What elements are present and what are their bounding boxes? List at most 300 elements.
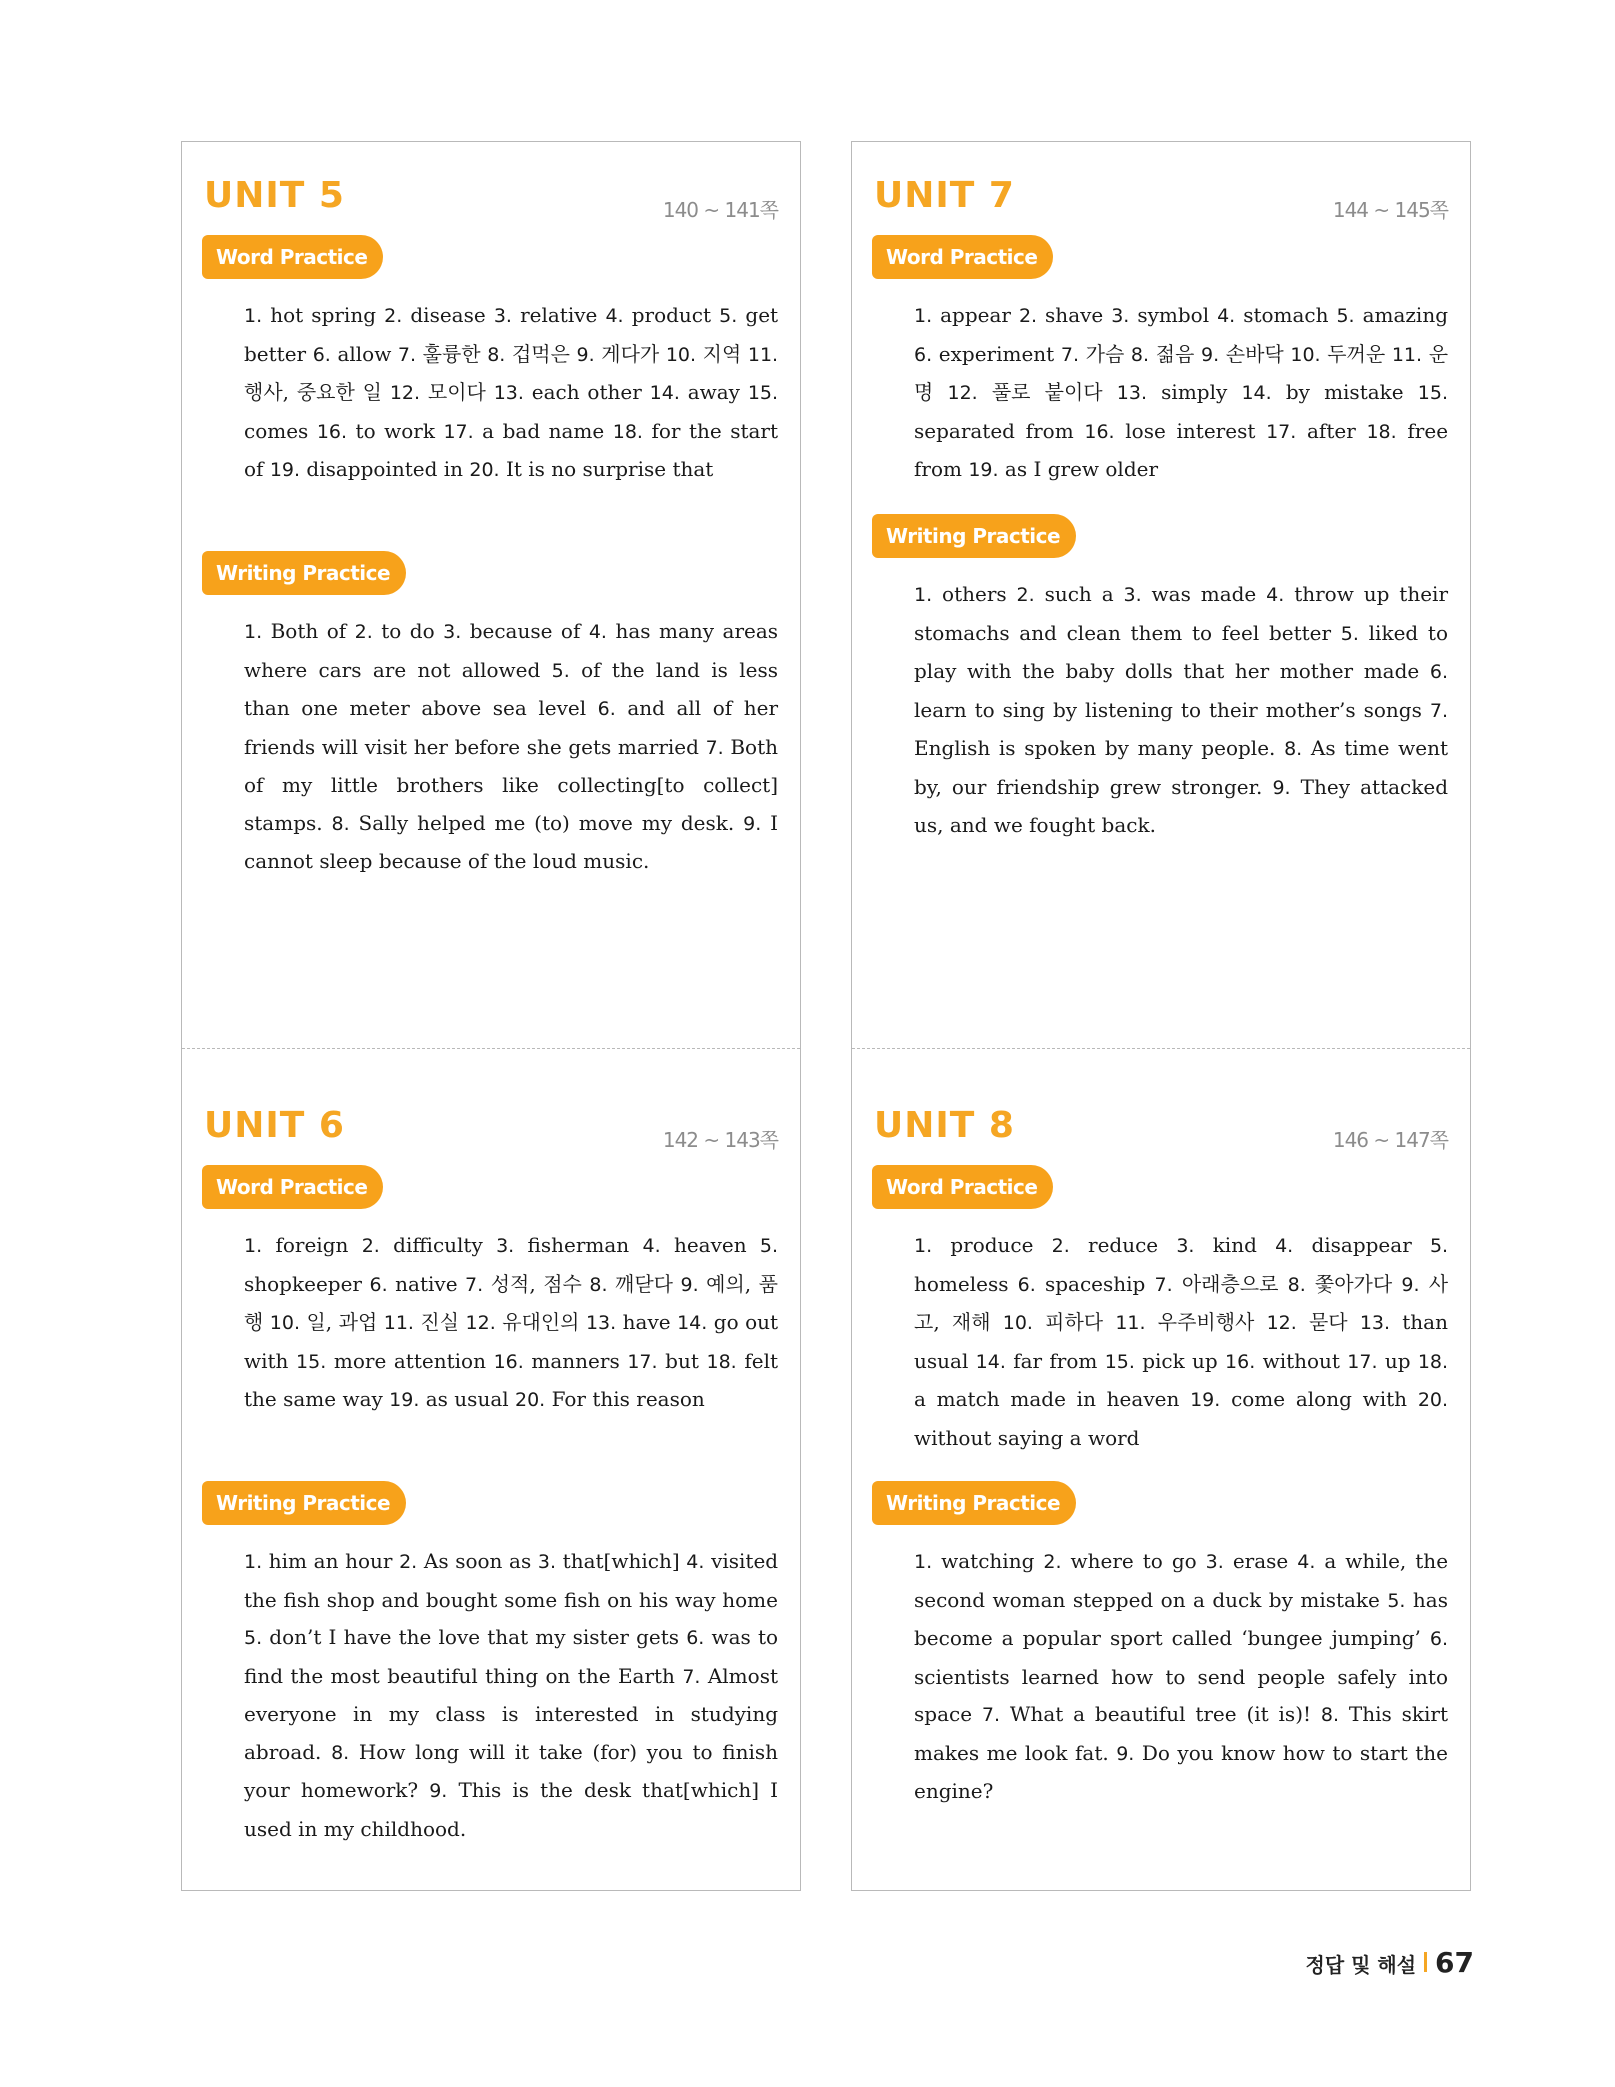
- answer-number: 8.: [1284, 738, 1303, 760]
- answer-number: 15.: [1104, 1350, 1135, 1373]
- answer-number: 6.: [686, 1627, 705, 1649]
- answer-number: 1.: [244, 305, 263, 327]
- answer-text: 사고, 재해: [914, 1271, 1449, 1334]
- answer-number: 7.: [1154, 1273, 1173, 1296]
- answer-item: [496, 1233, 629, 1257]
- answer-text: spaceship: [1044, 1271, 1146, 1296]
- answer-text: a while, the second woman stepped on a duck by mistake: [914, 1549, 1449, 1612]
- answer-item: [627, 1349, 699, 1373]
- answer-number: 12.: [389, 382, 421, 404]
- answer-text: Sally helped me (to) move my desk.: [358, 810, 735, 835]
- page-range: 140 ~ 141쪽: [662, 198, 778, 222]
- answer-text: liked to play with the baby dolls that her mother made: [914, 620, 1448, 683]
- answer-item: [487, 342, 570, 366]
- answer-number: 13.: [585, 1312, 617, 1334]
- answer-text: free from: [914, 418, 1449, 481]
- answer-number: 2.: [361, 1235, 380, 1257]
- answer-text: 쫓아가다: [1314, 1271, 1393, 1296]
- answer-item: [494, 303, 598, 327]
- answer-number: 8.: [331, 812, 350, 835]
- answer-number: 17.: [1347, 1350, 1378, 1373]
- writing-practice-answers: [914, 1543, 1448, 1811]
- answer-text: get better: [244, 303, 779, 366]
- answer-item: [1084, 419, 1255, 443]
- answer-text: produce: [950, 1233, 1034, 1257]
- answer-text: a match made in heaven: [914, 1387, 1180, 1411]
- answer-item: [466, 1310, 580, 1334]
- answer-number: 3.: [1176, 1235, 1195, 1257]
- answer-item: [914, 1549, 1034, 1573]
- answer-item: [605, 303, 711, 327]
- answer-text: 예의, 품행: [244, 1271, 779, 1334]
- answer-text: visited the fish shop and bought some fish on his way home: [244, 1549, 779, 1612]
- answer-text: to work: [355, 418, 435, 443]
- answer-number: 1.: [244, 1551, 263, 1573]
- answer-item: [270, 1310, 377, 1334]
- answer-number: 7.: [981, 1704, 1001, 1726]
- writing-practice-tag: Writing Practice: [202, 1481, 406, 1525]
- answer-text: 지역: [702, 341, 742, 366]
- answer-number: 5.: [244, 1627, 263, 1649]
- answer-text: 운명: [914, 341, 1449, 404]
- left-answer-column: [181, 141, 801, 1891]
- answer-text: allow: [337, 341, 392, 366]
- answer-text: without saying a word: [914, 1425, 1140, 1450]
- answer-text: 게다가: [601, 341, 660, 366]
- answer-text: lose interest: [1125, 418, 1256, 443]
- answer-text: a bad name: [482, 418, 605, 443]
- word-practice-answers: [914, 297, 1448, 490]
- answer-number: 8.: [1320, 1704, 1340, 1726]
- answer-text: 우주비행사: [1157, 1310, 1255, 1334]
- word-practice-answers: [244, 297, 778, 490]
- answer-item: [244, 619, 346, 643]
- answer-text: felt the same way: [244, 1348, 778, 1411]
- answer-item: [914, 342, 1054, 366]
- answer-item: [1347, 1349, 1410, 1373]
- answer-text: native: [395, 1271, 458, 1296]
- answer-number: 14.: [1241, 382, 1272, 404]
- answer-text: erase: [1232, 1549, 1289, 1573]
- answer-number: 5.: [1340, 622, 1359, 645]
- answer-number: 3.: [1205, 1551, 1224, 1573]
- answer-text: How long will it take (for) you to finish your homework?: [244, 1739, 778, 1802]
- answer-number: 1.: [244, 621, 263, 643]
- answer-item: [968, 457, 1158, 481]
- answer-text: 아래층으로: [1181, 1271, 1279, 1296]
- answer-text: hot spring: [270, 303, 377, 327]
- answer-text: to do: [381, 619, 435, 643]
- answer-number: 1.: [244, 1235, 263, 1257]
- answer-number: 18.: [1366, 420, 1397, 443]
- answer-text: 진실: [420, 1310, 460, 1334]
- answer-text: relative: [520, 303, 598, 327]
- answer-text: Almost everyone in my class is interested in studying abroad.: [244, 1663, 778, 1764]
- answer-text: This skirt makes me look fat.: [914, 1702, 1449, 1765]
- answer-item: [384, 1310, 459, 1334]
- answer-text: him an hour: [268, 1549, 393, 1573]
- answer-text: Both of my little brothers like collecting[to collect] stamps.: [244, 734, 778, 835]
- answer-number: 7.: [705, 736, 724, 759]
- answer-text: after: [1307, 418, 1356, 443]
- section-divider: [852, 1048, 1470, 1049]
- unit-title: UNIT 8: [874, 1105, 1015, 1146]
- page-range: 142 ~ 143쪽: [662, 1128, 778, 1152]
- answer-number: 4.: [588, 621, 607, 643]
- answer-text: throw up their stomachs and clean them to feel better: [914, 582, 1449, 645]
- answer-text: as I grew older: [1004, 457, 1159, 481]
- answer-text: 묻다: [1308, 1310, 1348, 1334]
- answer-text: come along with: [1231, 1387, 1408, 1411]
- unit-title: UNIT 6: [204, 1105, 345, 1146]
- answer-number: 20.: [469, 459, 500, 481]
- answer-text: 가슴: [1085, 341, 1125, 366]
- answer-text: difficulty: [393, 1233, 483, 1257]
- answer-item: [1155, 1272, 1279, 1296]
- answer-number: 20.: [515, 1389, 546, 1411]
- answer-text: stomach: [1243, 303, 1329, 327]
- answer-number: 5.: [1336, 305, 1355, 327]
- answer-text: far from: [1013, 1348, 1098, 1373]
- answer-number: 11.: [383, 1312, 414, 1334]
- answer-text: shave: [1045, 303, 1104, 327]
- answer-text: up: [1384, 1348, 1411, 1373]
- answer-text: 두꺼운: [1327, 341, 1386, 366]
- answer-item: [589, 1272, 673, 1296]
- answer-item: [1290, 342, 1385, 366]
- answer-number: 8.: [487, 343, 506, 366]
- answer-number: 3.: [1111, 305, 1130, 327]
- answer-item: [469, 457, 713, 481]
- answer-number: 7.: [397, 343, 417, 366]
- answer-item: [650, 380, 740, 404]
- answer-text: go out with: [244, 1310, 779, 1373]
- answer-item: [244, 1233, 348, 1257]
- answer-text: was to find the most beautiful thing on the Earth: [244, 1625, 779, 1688]
- word-practice-answers: [244, 1227, 778, 1420]
- answer-number: 18.: [1417, 1350, 1449, 1373]
- page-footer: [1306, 1946, 1475, 1979]
- answer-item: [244, 303, 376, 327]
- answer-text: than usual: [914, 1310, 1448, 1373]
- answer-text: comes: [244, 418, 309, 443]
- answer-number: 12.: [947, 382, 978, 404]
- answer-number: 2.: [399, 1551, 418, 1573]
- answer-number: 5.: [719, 305, 738, 327]
- answer-number: 9.: [1116, 1742, 1135, 1765]
- answer-item: [914, 1233, 1033, 1257]
- answer-number: 4.: [1275, 1235, 1294, 1257]
- answer-text: but: [665, 1348, 699, 1373]
- answer-text: pick up: [1142, 1348, 1218, 1373]
- answer-item: [914, 303, 1011, 327]
- answer-number: 2.: [1018, 305, 1038, 327]
- answer-text: This is the desk that[which] I used in my childhood.: [244, 1778, 778, 1841]
- answer-text: for the start of: [244, 418, 779, 481]
- word-practice-tag: Word Practice: [872, 235, 1053, 279]
- answer-number: 6.: [914, 343, 933, 366]
- answer-item: [355, 619, 435, 643]
- answer-item: [1206, 1549, 1289, 1573]
- answer-text: of the land is less than one meter above sea level: [244, 657, 778, 720]
- answer-number: 9.: [429, 1780, 448, 1802]
- answer-number: 9.: [576, 343, 595, 366]
- answer-number: 2.: [1043, 1551, 1062, 1573]
- right-answer-column: [851, 141, 1471, 1891]
- answer-number: 4.: [1217, 305, 1236, 327]
- page-range: 144 ~ 145쪽: [1332, 198, 1448, 222]
- answer-text: 행사, 중요한 일: [244, 380, 382, 404]
- answer-number: 10.: [665, 343, 697, 366]
- answer-number: 16.: [1225, 1350, 1256, 1373]
- answer-item: [399, 1549, 531, 1573]
- answer-number: 6.: [312, 343, 331, 366]
- answer-text: I cannot sleep because of the loud music.: [244, 810, 779, 873]
- answer-number: 19.: [269, 459, 301, 481]
- answer-item: [1061, 342, 1124, 366]
- answer-item: [1003, 1310, 1103, 1334]
- answer-text: homeless: [914, 1271, 1009, 1296]
- answer-text: kind: [1212, 1233, 1257, 1257]
- answer-number: 3.: [443, 621, 462, 643]
- answer-number: 18.: [612, 420, 643, 443]
- answer-number: 20.: [1417, 1389, 1449, 1411]
- answer-number: 8.: [331, 1741, 350, 1764]
- page-range: 146 ~ 147쪽: [1332, 1128, 1448, 1152]
- answer-text: appear: [940, 303, 1011, 327]
- answer-text: others: [942, 582, 1007, 606]
- answer-number: 4.: [605, 305, 624, 327]
- answer-text: have: [622, 1310, 671, 1334]
- answer-text: fisherman: [527, 1233, 630, 1257]
- answer-item: [1124, 582, 1257, 606]
- answer-item: [515, 1387, 705, 1411]
- answer-item: [947, 380, 1102, 404]
- answer-text: don’t I have the love that my sister gets: [269, 1625, 680, 1649]
- answer-text: experiment: [938, 341, 1055, 366]
- answer-number: 5.: [1429, 1235, 1449, 1257]
- answer-item: [1225, 1349, 1340, 1373]
- answer-number: 5.: [1387, 1589, 1406, 1612]
- word-practice-answers: [914, 1227, 1448, 1457]
- answer-number: 8.: [1130, 343, 1150, 366]
- answer-text: For this reason: [551, 1387, 705, 1411]
- answer-text: disappointed in: [306, 457, 464, 481]
- answer-text: 피하다: [1045, 1310, 1104, 1334]
- answer-number: 7.: [1429, 699, 1448, 722]
- answer-text: has become a popular sport called ‘bungee jumping’: [914, 1587, 1448, 1650]
- answer-number: 1.: [914, 305, 933, 327]
- answer-item: [332, 811, 735, 835]
- answer-text: 깨닫다: [615, 1271, 673, 1296]
- answer-item: [976, 1349, 1098, 1373]
- answer-number: 11.: [1391, 343, 1423, 366]
- answer-number: 7.: [465, 1273, 484, 1296]
- answer-text: simply: [1161, 380, 1228, 404]
- answer-item: [296, 1349, 486, 1373]
- answer-number: 8.: [1287, 1273, 1306, 1296]
- answer-number: 13.: [1359, 1312, 1391, 1334]
- answer-text: 겁먹은: [511, 341, 570, 366]
- answer-number: 15.: [1417, 382, 1448, 404]
- answer-item: [389, 1387, 508, 1411]
- answer-text: English is spoken by many people.: [914, 736, 1276, 760]
- answer-item: [370, 1272, 458, 1296]
- footer-separator: [1424, 1952, 1427, 1972]
- answer-item: [1217, 303, 1328, 327]
- answer-text: 일, 과업: [306, 1310, 378, 1334]
- writing-practice-answers: [914, 576, 1448, 845]
- answer-item: [390, 380, 486, 404]
- footer-label: 정답 및 해설: [1305, 1953, 1417, 1977]
- answer-item: [362, 1233, 483, 1257]
- answer-number: 6.: [597, 698, 616, 720]
- writing-practice-tag: Writing Practice: [202, 551, 406, 595]
- answer-number: 18.: [706, 1350, 737, 1373]
- answer-item: [1176, 1233, 1257, 1257]
- answer-text: What a beautiful tree (it is)!: [1009, 1702, 1312, 1726]
- answer-text: They attacked us, and we fought back.: [914, 774, 1448, 837]
- answer-number: 3.: [1123, 584, 1142, 606]
- answer-number: 5.: [551, 659, 570, 682]
- answer-item: [244, 1549, 392, 1573]
- answer-number: 16.: [493, 1350, 524, 1373]
- answer-number: 3.: [493, 305, 512, 327]
- answer-text: was made: [1151, 582, 1257, 606]
- answer-item: [538, 1549, 680, 1573]
- answer-number: 17.: [1266, 420, 1297, 443]
- answer-item: [1266, 419, 1356, 443]
- answer-item: [244, 1625, 679, 1649]
- answer-number: 2.: [1016, 584, 1035, 606]
- answer-item: [1288, 1272, 1393, 1296]
- answer-number: 16.: [316, 420, 348, 443]
- answer-number: 4.: [1297, 1551, 1316, 1573]
- answer-number: 16.: [1084, 420, 1115, 443]
- answer-text: by mistake: [1285, 380, 1404, 404]
- answer-number: 2.: [384, 305, 403, 327]
- answer-text: without: [1262, 1348, 1340, 1373]
- answer-number: 9.: [1272, 776, 1291, 799]
- answer-item: [1017, 582, 1114, 606]
- answer-text: manners: [531, 1348, 620, 1373]
- answer-item: [1018, 1272, 1146, 1296]
- answer-text: shopkeeper: [244, 1271, 362, 1296]
- writing-practice-tag: Writing Practice: [872, 1481, 1076, 1525]
- answer-number: 12.: [465, 1312, 496, 1334]
- answer-number: 8.: [589, 1273, 608, 1296]
- answer-number: 2.: [1051, 1235, 1070, 1257]
- answer-item: [1105, 1349, 1218, 1373]
- writing-practice-answers: [244, 613, 778, 881]
- answer-number: 10.: [269, 1312, 301, 1334]
- answer-number: 17.: [627, 1350, 658, 1373]
- answer-number: 14.: [975, 1350, 1006, 1373]
- answer-item: [982, 1702, 1311, 1726]
- answer-number: 14.: [649, 382, 680, 404]
- answer-number: 9.: [1401, 1273, 1420, 1296]
- word-practice-tag: Word Practice: [202, 235, 383, 279]
- answer-number: 19.: [968, 459, 999, 481]
- answer-number: 10.: [1290, 343, 1321, 366]
- answer-text: Do you know how to start the engine?: [914, 1740, 1448, 1803]
- answer-number: 3.: [496, 1235, 515, 1257]
- answer-item: [1117, 380, 1228, 404]
- answer-text: 손바닥: [1225, 341, 1284, 366]
- answer-text: 훌륭한: [422, 341, 481, 366]
- answer-text: 모이다: [427, 380, 486, 404]
- answer-number: 15.: [296, 1350, 327, 1373]
- answer-item: [443, 619, 580, 643]
- answer-number: 4.: [686, 1551, 705, 1573]
- answer-item: [1043, 1549, 1196, 1573]
- answer-item: [1052, 1233, 1158, 1257]
- answer-item: [914, 582, 1007, 606]
- answer-text: product: [631, 303, 712, 327]
- answer-text: and all of her friends will visit her before she gets married: [244, 696, 779, 759]
- answer-number: 9.: [680, 1273, 699, 1296]
- answer-number: 6.: [369, 1273, 388, 1296]
- answer-text: foreign: [275, 1233, 349, 1257]
- answer-number: 2.: [354, 621, 373, 643]
- answer-text: disappear: [1311, 1233, 1412, 1257]
- answer-number: 12.: [1266, 1312, 1297, 1334]
- writing-practice-tag: Writing Practice: [872, 514, 1076, 558]
- unit-title: UNIT 7: [874, 175, 1015, 216]
- answer-item: [1019, 303, 1103, 327]
- answer-text: amazing: [1362, 303, 1449, 327]
- word-practice-tag: Word Practice: [872, 1165, 1053, 1209]
- answer-text: disease: [410, 303, 486, 327]
- answer-number: 19.: [389, 1389, 420, 1411]
- answer-text: As soon as: [423, 1549, 532, 1573]
- answer-item: [270, 457, 463, 481]
- answer-text: because of: [469, 619, 581, 643]
- answer-text: 젊음: [1155, 341, 1195, 366]
- answer-number: 14.: [677, 1312, 708, 1334]
- answer-text: watching: [941, 1549, 1035, 1573]
- answer-item: [1115, 1310, 1254, 1334]
- section-divider: [182, 1048, 800, 1049]
- answer-text: 유대인의: [502, 1310, 580, 1334]
- answer-text: 성적, 점수: [490, 1271, 582, 1296]
- answer-text: It is no surprise that: [505, 457, 714, 481]
- answer-item: [465, 1272, 582, 1296]
- answer-item: [666, 342, 741, 366]
- writing-practice-answers: [244, 1543, 778, 1848]
- unit-title: UNIT 5: [204, 175, 345, 216]
- answer-number: 4.: [1266, 584, 1285, 606]
- answer-item: [384, 303, 486, 327]
- answer-number: 7.: [682, 1665, 701, 1688]
- answer-number: 6.: [1017, 1273, 1036, 1296]
- answer-item: [317, 419, 435, 443]
- answer-item: [1336, 303, 1448, 327]
- answer-item: [1241, 380, 1403, 404]
- answer-item: [1131, 342, 1194, 366]
- answer-item: [1111, 303, 1209, 327]
- answer-text: such a: [1044, 582, 1114, 606]
- answer-number: 10.: [1002, 1312, 1033, 1334]
- word-practice-tag: Word Practice: [202, 1165, 383, 1209]
- answer-item: [1275, 1233, 1412, 1257]
- answer-number: 1.: [914, 1551, 933, 1573]
- answer-number: 15.: [747, 382, 779, 404]
- answer-text: reduce: [1088, 1233, 1159, 1257]
- answer-item: [494, 1349, 620, 1373]
- answer-item: [313, 342, 392, 366]
- answer-number: 6.: [1429, 661, 1449, 683]
